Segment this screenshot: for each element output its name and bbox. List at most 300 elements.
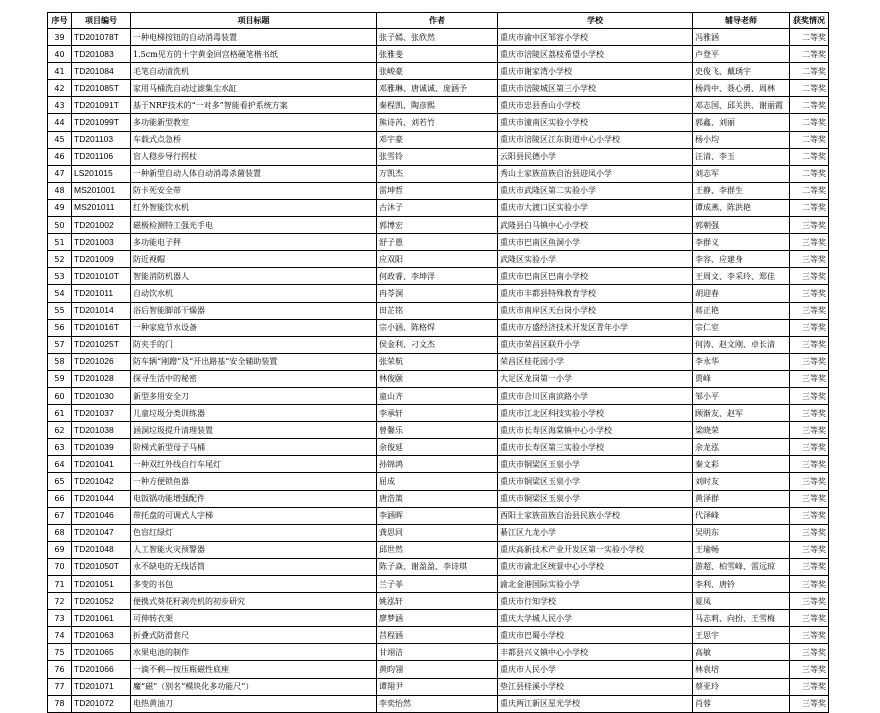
row-index-cell: 73 — [48, 610, 72, 627]
row-index-cell: 61 — [48, 405, 72, 422]
row-index-cell: 56 — [48, 319, 72, 336]
project-code-cell: TD201042 — [72, 473, 131, 490]
award-cell: 三等奖 — [790, 524, 829, 541]
award-cell: 三等奖 — [790, 422, 829, 439]
table-row — [48, 387, 829, 404]
project-title-cell: 电饭锅功能增强配件 — [131, 490, 377, 507]
teacher-cell: 刘志军 — [693, 165, 790, 182]
teacher-cell: 李群义 — [693, 234, 790, 251]
row-index-cell: 59 — [48, 370, 72, 387]
award-cell: 三等奖 — [790, 370, 829, 387]
project-code-cell: TD201048 — [72, 541, 131, 558]
project-code-cell: TD201030 — [72, 387, 131, 404]
table-row — [48, 114, 829, 131]
teacher-cell: 顾渐友、赵军 — [693, 405, 790, 422]
award-cell: 二等奖 — [790, 165, 829, 182]
table-row — [48, 353, 829, 370]
project-code-cell: TD201052 — [72, 593, 131, 610]
award-cell: 三等奖 — [790, 678, 829, 695]
teacher-cell: 何涛、赵文刚、卓长清 — [693, 336, 790, 353]
author-cell: 黄昀翎 — [377, 661, 498, 678]
school-cell: 渝北金港国际实验小学 — [498, 576, 693, 593]
row-index-cell: 49 — [48, 199, 72, 216]
award-cell: 三等奖 — [790, 695, 829, 712]
project-title-cell: 阶梯式新型母子马桶 — [131, 439, 377, 456]
table-row — [48, 370, 829, 387]
table-row — [48, 439, 829, 456]
teacher-cell: 林袁培 — [693, 661, 790, 678]
teacher-cell: 邓志国、邱关洪、谢丽霞 — [693, 97, 790, 114]
award-cell: 二等奖 — [790, 114, 829, 131]
school-cell: 重庆市江北区科技实验小学校 — [498, 405, 693, 422]
award-cell: 三等奖 — [790, 302, 829, 319]
project-code-cell: TD201044 — [72, 490, 131, 507]
award-cell: 三等奖 — [790, 644, 829, 661]
author-cell: 谭翔尹 — [377, 678, 498, 695]
table-row — [48, 593, 829, 610]
author-cell: 秦程凯、陶彦熙 — [377, 97, 498, 114]
project-code-cell: TD201050T — [72, 558, 131, 575]
award-cell: 三等奖 — [790, 627, 829, 644]
project-code-cell: TD201061 — [72, 610, 131, 627]
school-cell: 荣昌区桂花园小学 — [498, 353, 693, 370]
award-cell: 二等奖 — [790, 29, 829, 46]
teacher-cell: 郭朝强 — [693, 217, 790, 234]
project-code-cell: TD201103 — [72, 131, 131, 148]
project-title-cell: 防近视帽 — [131, 251, 377, 268]
project-title-cell: 一种方便锁鱼器 — [131, 473, 377, 490]
school-cell: 重庆市丰都县特殊教育学校 — [498, 285, 693, 302]
row-index-cell: 71 — [48, 576, 72, 593]
school-cell: 重庆两江新区星光学校 — [498, 695, 693, 712]
award-cell: 二等奖 — [790, 46, 829, 63]
row-index-cell: 65 — [48, 473, 72, 490]
teacher-cell: 邹小平 — [693, 387, 790, 404]
school-cell: 丰都县兴义镇中心小学校 — [498, 644, 693, 661]
award-cell: 二等奖 — [790, 97, 829, 114]
school-cell: 武隆县白马镇中心小学校 — [498, 217, 693, 234]
project-title-cell: 人工智能火灾预警器 — [131, 541, 377, 558]
project-title-cell: 多变的书包 — [131, 576, 377, 593]
row-index-cell: 67 — [48, 507, 72, 524]
project-code-cell: TD201083 — [72, 46, 131, 63]
project-code-cell: TD201071 — [72, 678, 131, 695]
project-title-cell: 多功能新型教室 — [131, 114, 377, 131]
project-title-cell: 自动饮水机 — [131, 285, 377, 302]
teacher-cell: 马志莉、向扮、王雪梅 — [693, 610, 790, 627]
school-cell: 重庆市大渡口区实验小学 — [498, 199, 693, 216]
author-cell: 龚思同 — [377, 524, 498, 541]
award-cell: 三等奖 — [790, 217, 829, 234]
row-index-cell: 47 — [48, 165, 72, 182]
row-index-cell: 40 — [48, 46, 72, 63]
project-code-cell: TD201014 — [72, 302, 131, 319]
row-index-cell: 63 — [48, 439, 72, 456]
teacher-cell: 蒋正艳 — [693, 302, 790, 319]
award-cell: 三等奖 — [790, 507, 829, 524]
author-cell: 应双阳 — [377, 251, 498, 268]
author-cell: 冉苓洞 — [377, 285, 498, 302]
table-row — [48, 148, 829, 165]
project-code-cell: TD201002 — [72, 217, 131, 234]
school-cell: 云阳县民德小学 — [498, 148, 693, 165]
project-title-cell: 一种双红外线自行车尾灯 — [131, 456, 377, 473]
award-cell: 三等奖 — [790, 576, 829, 593]
author-cell: 兰子菲 — [377, 576, 498, 593]
project-code-cell: TD201072 — [72, 695, 131, 712]
project-title-cell: 一种电梯按钮的自动消毒装置 — [131, 29, 377, 46]
project-code-cell: TD201051 — [72, 576, 131, 593]
table-row — [48, 490, 829, 507]
school-cell: 重庆大学城人民小学 — [498, 610, 693, 627]
project-title-cell: 带托盘的可调式人字梯 — [131, 507, 377, 524]
row-index-cell: 50 — [48, 217, 72, 234]
author-cell: 侯金利、刁文杰 — [377, 336, 498, 353]
project-title-cell: 一种新型自动人体自动消毒杀菌装置 — [131, 165, 377, 182]
award-cell: 三等奖 — [790, 251, 829, 268]
row-index-cell: 41 — [48, 63, 72, 80]
school-cell: 重庆市万盛经济技术开发区青年小学 — [498, 319, 693, 336]
award-cell: 二等奖 — [790, 131, 829, 148]
project-title-cell: 车载式点急桥 — [131, 131, 377, 148]
teacher-cell: 刘时友 — [693, 473, 790, 490]
table-row — [48, 610, 829, 627]
teacher-cell: 蔡亚玲 — [693, 678, 790, 695]
author-cell: 李涵晖 — [377, 507, 498, 524]
project-code-cell: TD201091T — [72, 97, 131, 114]
table-row — [48, 165, 829, 182]
header-author: 作者 — [377, 13, 498, 29]
row-index-cell: 39 — [48, 29, 72, 46]
row-index-cell: 57 — [48, 336, 72, 353]
teacher-cell: 谭成燕、陈洪艳 — [693, 199, 790, 216]
project-code-cell: TD201037 — [72, 405, 131, 422]
row-index-cell: 43 — [48, 97, 72, 114]
author-cell: 李奕怡然 — [377, 695, 498, 712]
project-code-cell: TD201085T — [72, 80, 131, 97]
project-code-cell: TD201016T — [72, 319, 131, 336]
award-cell: 二等奖 — [790, 148, 829, 165]
awards-table — [47, 12, 829, 713]
project-title-cell: 浴后智能脚部干燥器 — [131, 302, 377, 319]
row-index-cell: 75 — [48, 644, 72, 661]
table-row — [48, 422, 829, 439]
author-cell: 熊诗芮、刘若竹 — [377, 114, 498, 131]
award-cell: 三等奖 — [790, 268, 829, 285]
project-title-cell: 魔“磁”（别名“模块化多功能尺”） — [131, 678, 377, 695]
author-cell: 古沐子 — [377, 199, 498, 216]
author-cell: 张荣航 — [377, 353, 498, 370]
project-title-cell: 探寻生活中的秘密 — [131, 370, 377, 387]
table-row — [48, 558, 829, 575]
teacher-cell: 秦文彩 — [693, 456, 790, 473]
header-row — [48, 13, 829, 29]
project-code-cell: TD201011 — [72, 285, 131, 302]
author-cell: 舒子愚 — [377, 234, 498, 251]
teacher-cell: 史俊飞、戴琇宇 — [693, 63, 790, 80]
project-code-cell: TD201106 — [72, 148, 131, 165]
table-row — [48, 473, 829, 490]
school-cell: 重庆市长寿区海棠镇中心小学校 — [498, 422, 693, 439]
school-cell: 重庆市人民小学 — [498, 661, 693, 678]
author-cell: 何政睿、李坤洋 — [377, 268, 498, 285]
teacher-cell: 高敏 — [693, 644, 790, 661]
teacher-cell: 杨尚中、聂心勇、周林 — [693, 80, 790, 97]
award-cell: 三等奖 — [790, 661, 829, 678]
author-cell: 邱世然 — [377, 541, 498, 558]
table-row — [48, 541, 829, 558]
project-code-cell: TD201078T — [72, 29, 131, 46]
table-row — [48, 97, 829, 114]
table-row — [48, 80, 829, 97]
author-cell: 雷坤哲 — [377, 182, 498, 199]
table-row — [48, 507, 829, 524]
teacher-cell: 代泽峰 — [693, 507, 790, 524]
school-cell: 重庆市涪陵区荔枝希望小学校 — [498, 46, 693, 63]
project-code-cell: MS201001 — [72, 182, 131, 199]
table-row — [48, 302, 829, 319]
row-index-cell: 46 — [48, 148, 72, 165]
row-index-cell: 42 — [48, 80, 72, 97]
teacher-cell: 汪清、李玉 — [693, 148, 790, 165]
teacher-cell: 杨小均 — [693, 131, 790, 148]
table-row — [48, 524, 829, 541]
project-title-cell: 盲人稳步导行拐杖 — [131, 148, 377, 165]
row-index-cell: 58 — [48, 353, 72, 370]
author-cell: 田芷铭 — [377, 302, 498, 319]
school-cell: 重庆市潼南区实验小学校 — [498, 114, 693, 131]
project-code-cell: TD201010T — [72, 268, 131, 285]
school-cell: 武隆区实验小学 — [498, 251, 693, 268]
project-title-cell: 新型多用安全刀 — [131, 387, 377, 404]
project-code-cell: TD201063 — [72, 627, 131, 644]
school-cell: 重庆市忠县香山小学校 — [498, 97, 693, 114]
project-code-cell: TD201038 — [72, 422, 131, 439]
row-index-cell: 51 — [48, 234, 72, 251]
school-cell: 重庆市铜梁区玉泉小学 — [498, 473, 693, 490]
award-cell: 三等奖 — [790, 558, 829, 575]
row-index-cell: 53 — [48, 268, 72, 285]
teacher-cell: 黄泽群 — [693, 490, 790, 507]
header-project-code: 项目编号 — [72, 13, 131, 29]
author-cell: 余俊延 — [377, 439, 498, 456]
school-cell: 秀山土家族苗族自治县迎凤小学 — [498, 165, 693, 182]
school-cell: 大足区龙岗第一小学 — [498, 370, 693, 387]
teacher-cell: 梁晓荣 — [693, 422, 790, 439]
author-cell: 宗小涵、陈格焊 — [377, 319, 498, 336]
table-row — [48, 576, 829, 593]
project-title-cell: 防卡死安全带 — [131, 182, 377, 199]
row-index-cell: 78 — [48, 695, 72, 712]
school-cell: 重庆市渝中区邹容小学校 — [498, 29, 693, 46]
school-cell: 綦江区九龙小学 — [498, 524, 693, 541]
project-title-cell: 便携式葵花籽剥壳机的初步研究 — [131, 593, 377, 610]
school-cell: 重庆市涪陵区江东街道中心小学校 — [498, 131, 693, 148]
project-code-cell: TD201003 — [72, 234, 131, 251]
award-cell: 二等奖 — [790, 199, 829, 216]
project-code-cell: TD201046 — [72, 507, 131, 524]
author-cell: 甘翊洁 — [377, 644, 498, 661]
header-teacher: 辅导老师 — [693, 13, 790, 29]
author-cell: 唐浩策 — [377, 490, 498, 507]
project-code-cell: TD201041 — [72, 456, 131, 473]
row-index-cell: 54 — [48, 285, 72, 302]
author-cell: 童山齐 — [377, 387, 498, 404]
school-cell: 重庆市巴南区鱼洞小学 — [498, 234, 693, 251]
award-cell: 三等奖 — [790, 490, 829, 507]
row-index-cell: 66 — [48, 490, 72, 507]
header-index: 序号 — [48, 13, 72, 29]
school-cell: 重庆市长寿区第三实验小学校 — [498, 439, 693, 456]
project-title-cell: 红外智能饮水机 — [131, 199, 377, 216]
project-title-cell: 涵洞垃圾提升清理装置 — [131, 422, 377, 439]
award-cell: 三等奖 — [790, 456, 829, 473]
table-row — [48, 131, 829, 148]
table-row — [48, 661, 829, 678]
row-index-cell: 64 — [48, 456, 72, 473]
table-row — [48, 46, 829, 63]
project-title-cell: 一种家庭节水设备 — [131, 319, 377, 336]
award-cell: 三等奖 — [790, 439, 829, 456]
author-cell: 邓雅琳、唐诚诚、庞涵予 — [377, 80, 498, 97]
award-cell: 二等奖 — [790, 80, 829, 97]
school-cell: 重庆市荣昌区联升小学 — [498, 336, 693, 353]
author-cell: 曾馨乐 — [377, 422, 498, 439]
teacher-cell: 贾峰 — [693, 370, 790, 387]
table-row — [48, 63, 829, 80]
project-title-cell: 色盲红绿灯 — [131, 524, 377, 541]
table-row — [48, 251, 829, 268]
award-cell: 三等奖 — [790, 387, 829, 404]
row-index-cell: 76 — [48, 661, 72, 678]
school-cell: 垫江县桂溪小学校 — [498, 678, 693, 695]
table-row — [48, 627, 829, 644]
project-code-cell: TD201026 — [72, 353, 131, 370]
teacher-cell: 游超、柏雪峰、雷远琼 — [693, 558, 790, 575]
table-row — [48, 29, 829, 46]
author-cell: 李承轩 — [377, 405, 498, 422]
school-cell: 重庆市行知学校 — [498, 593, 693, 610]
project-title-cell: 1.5cm见方的十字黄金回宫格硬笔楷书纸 — [131, 46, 377, 63]
project-code-cell: TD201066 — [72, 661, 131, 678]
project-title-cell: 基于NRF技术的“一对多”智能看护系统方案 — [131, 97, 377, 114]
header-school: 学校 — [498, 13, 693, 29]
project-title-cell: 折叠式防滑套尺 — [131, 627, 377, 644]
project-title-cell: 永不缺电的无线话筒 — [131, 558, 377, 575]
project-title-cell: 可伸转衣架 — [131, 610, 377, 627]
school-cell: 重庆市渝北区统景中心小学校 — [498, 558, 693, 575]
teacher-cell: 胡迎春 — [693, 285, 790, 302]
teacher-cell: 王静、李群生 — [693, 182, 790, 199]
table-row — [48, 234, 829, 251]
award-cell: 三等奖 — [790, 319, 829, 336]
row-index-cell: 44 — [48, 114, 72, 131]
award-cell: 三等奖 — [790, 541, 829, 558]
table-row — [48, 182, 829, 199]
project-title-cell: 多功能电子秤 — [131, 234, 377, 251]
author-cell: 莒程涵 — [377, 627, 498, 644]
project-code-cell: LS201015 — [72, 165, 131, 182]
teacher-cell: 王周文、李采玲、郑佳 — [693, 268, 790, 285]
school-cell: 重庆市铜梁区玉泉小学 — [498, 490, 693, 507]
row-index-cell: 52 — [48, 251, 72, 268]
table-row — [48, 319, 829, 336]
project-title-cell: 智能消防机器人 — [131, 268, 377, 285]
teacher-cell: 郭鑫、刘丽 — [693, 114, 790, 131]
project-title-cell: 一滴不剩—按压瓶磁性底座 — [131, 661, 377, 678]
project-title-cell: 电热黄油刀 — [131, 695, 377, 712]
project-title-cell: 水果电池的制作 — [131, 644, 377, 661]
school-cell: 重庆市巴南区巴南小学校 — [498, 268, 693, 285]
teacher-cell: 吴明东 — [693, 524, 790, 541]
author-cell: 郭博宏 — [377, 217, 498, 234]
author-cell: 姚泓轩 — [377, 593, 498, 610]
author-cell: 屈成 — [377, 473, 498, 490]
table-row — [48, 217, 829, 234]
school-cell: 重庆市涪陵城区第三小学校 — [498, 80, 693, 97]
project-code-cell: TD201047 — [72, 524, 131, 541]
header-award: 获奖情况 — [790, 13, 829, 29]
school-cell: 酉阳土家族苗族自治县民族小学校 — [498, 507, 693, 524]
table-row — [48, 644, 829, 661]
row-index-cell: 45 — [48, 131, 72, 148]
school-cell: 重庆市巴蜀小学校 — [498, 627, 693, 644]
teacher-cell: 余龙泓 — [693, 439, 790, 456]
row-index-cell: 60 — [48, 387, 72, 404]
row-index-cell: 72 — [48, 593, 72, 610]
table-row — [48, 456, 829, 473]
table-row — [48, 285, 829, 302]
row-index-cell: 62 — [48, 422, 72, 439]
author-cell: 林俊颐 — [377, 370, 498, 387]
teacher-cell: 王思宇 — [693, 627, 790, 644]
project-title-cell: 儿童垃圾分类训练器 — [131, 405, 377, 422]
teacher-cell: 夏凤 — [693, 593, 790, 610]
author-cell: 张雅斐 — [377, 46, 498, 63]
award-cell: 二等奖 — [790, 182, 829, 199]
project-code-cell: TD201039 — [72, 439, 131, 456]
author-cell: 万凯杰 — [377, 165, 498, 182]
author-cell: 陈子焱、谢盈盈、李诗琪 — [377, 558, 498, 575]
author-cell: 张雪铃 — [377, 148, 498, 165]
row-index-cell: 77 — [48, 678, 72, 695]
teacher-cell: 李永华 — [693, 353, 790, 370]
school-cell: 重庆高新技术产业开发区第一实验小学校 — [498, 541, 693, 558]
table-body — [48, 29, 829, 713]
row-index-cell: 74 — [48, 627, 72, 644]
author-cell: 邓宇豪 — [377, 131, 498, 148]
row-index-cell: 69 — [48, 541, 72, 558]
project-title-cell: 磁极检测特工强光手电 — [131, 217, 377, 234]
author-cell: 廖梦涵 — [377, 610, 498, 627]
school-cell: 重庆市武隆区第二实验小学 — [498, 182, 693, 199]
school-cell: 重庆市合川区南滨路小学 — [498, 387, 693, 404]
teacher-cell: 李容、应建身 — [693, 251, 790, 268]
teacher-cell: 肖蓉 — [693, 695, 790, 712]
teacher-cell: 卢登平 — [693, 46, 790, 63]
teacher-cell: 冯雅涵 — [693, 29, 790, 46]
project-code-cell: TD201099T — [72, 114, 131, 131]
table-row — [48, 268, 829, 285]
author-cell: 孙锦鸿 — [377, 456, 498, 473]
table-row — [48, 405, 829, 422]
school-cell: 重庆市南岸区天台岗小学校 — [498, 302, 693, 319]
award-cell: 三等奖 — [790, 336, 829, 353]
award-cell: 二等奖 — [790, 63, 829, 80]
school-cell: 重庆市谢家湾小学校 — [498, 63, 693, 80]
table-row — [48, 678, 829, 695]
project-title-cell: 防夹手的门 — [131, 336, 377, 353]
